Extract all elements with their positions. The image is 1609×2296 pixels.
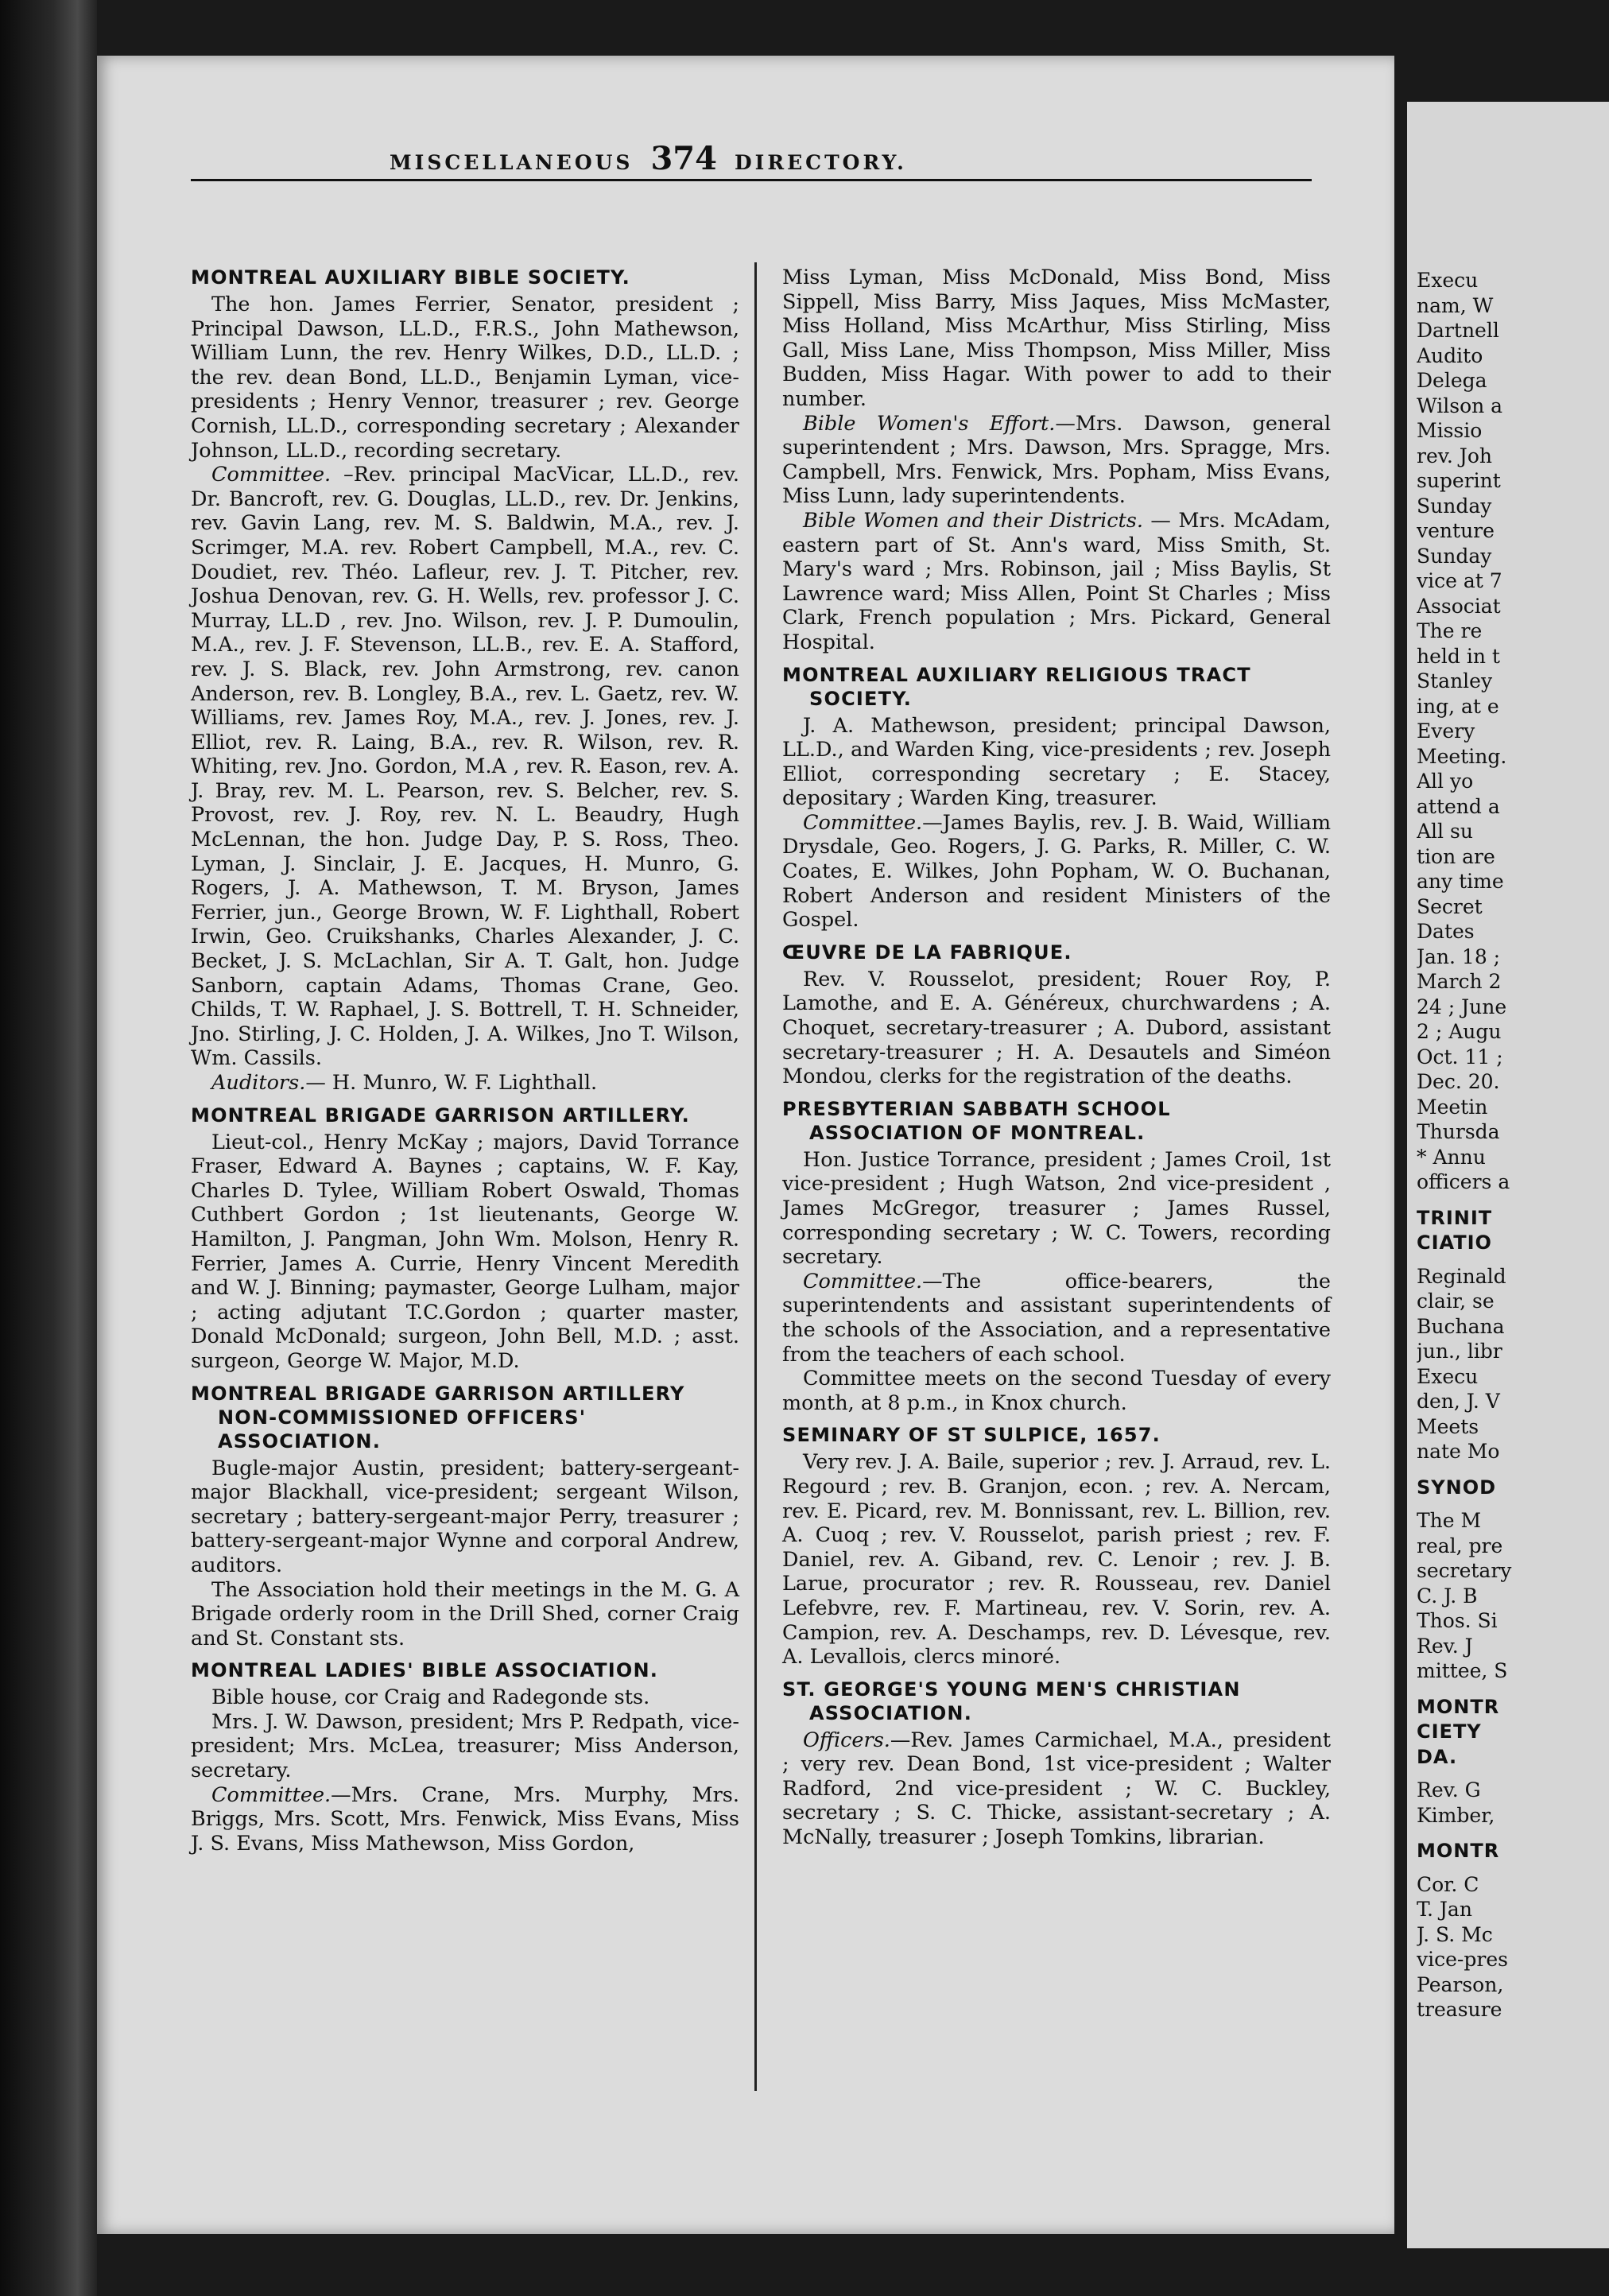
entry-paragraph <box>782 811 1331 933</box>
facing-text-fragment: J. S. Mc <box>1417 1922 1493 1946</box>
entry-text: Bugle-major Austin, president; battery-sergeant-major Blackhall, vice-president; sergeant Wilson, secretary ; battery-sergeant-major Perry, treasurer ; battery-sergeant-major Wynne and corporal Andrew, auditors. <box>191 1456 739 1577</box>
facing-text-fragment: The re <box>1417 619 1483 642</box>
entry-paragraph <box>191 1783 739 1856</box>
facing-text-fragment: Missio <box>1417 419 1483 442</box>
entry-label: Bible Women's Effort. <box>803 411 1056 436</box>
facing-text-fragment: Dates <box>1417 920 1475 943</box>
facing-text-fragment: Associat <box>1417 594 1501 618</box>
entry-text: J. A. Mathewson, president; principal Dawson, LL.D., and Warden King, vice-presidents ; rev. Joseph Elliot, corresponding secretary ; E. Stacey, depositary ; Warden King, treasurer. <box>782 713 1331 811</box>
facing-text-fragment: officers a <box>1417 1170 1510 1193</box>
facing-text-fragment: real, pre <box>1417 1534 1503 1557</box>
facing-heading-fragment: TRINIT <box>1417 1206 1493 1229</box>
facing-heading-fragment: SYNOD <box>1417 1476 1497 1499</box>
section-heading: MONTREAL BRIGADE GARRISON ARTILLERY. <box>191 1103 690 1127</box>
page-number: 374 <box>650 140 717 177</box>
entry-text: —James Baylis, rev. J. B. Waid, William Drysdale, Geo. Rogers, J. G. Parks, R. Miller, C. W. Coates, E. Wilkes, John Popham, W. O. Buchanan, Robert Anderson and resident Ministers of the Gospel. <box>782 810 1331 933</box>
entry-text: —Mrs. Dawson, general superintendent ; Mrs. Dawson, Mrs. Spragge, Mrs. Campbell, Mrs. Fenwick, Mrs. Popham, Miss Evans, Miss Lunn, lady superintendents. <box>782 411 1331 509</box>
facing-text-fragment: Reginald <box>1417 1264 1506 1288</box>
section-heading: PRESBYTERIAN SABBATH SCHOOL ASSOCIATION OF MONTREAL. <box>782 1097 1171 1144</box>
facing-text-fragment: Wilson a <box>1417 394 1503 417</box>
facing-text-fragment: Cor. C <box>1417 1872 1479 1896</box>
facing-text-fragment: 24 ; June <box>1417 995 1507 1018</box>
left-column <box>191 266 739 1856</box>
section-heading: MONTREAL BRIGADE GARRISON ARTILLERY NON-COMMISSIONED OFFICERS' ASSOCIATION. <box>191 1382 685 1452</box>
entry-paragraph <box>191 1071 739 1096</box>
facing-text-fragment: treasure <box>1417 1998 1502 2021</box>
entry-paragraph <box>191 1456 739 1578</box>
section-heading: ST. GEORGE'S YOUNG MEN'S CHRISTIAN ASSOCIATION. <box>782 1677 1241 1724</box>
facing-heading-fragment: MONTR <box>1417 1695 1500 1718</box>
entry-paragraph <box>782 714 1331 811</box>
entry-text: Bible house, cor Craig and Radegonde sts. <box>211 1685 650 1710</box>
facing-text-fragment: Thos. Si <box>1417 1609 1498 1632</box>
entry-text: –Rev. principal MacVicar, LL.D., rev. Dr. Bancroft, rev. G. Douglas, LL.D., rev. Dr. Jenkins, rev. Gavin Lang, rev. M. S. Baldwin, M.A., rev. J. Scrimger, M.A. rev. Robert Campbell, M.A., rev. C. Doudiet, rev. Théo. Lafleur, rev. J. T. Pitcher, rev. Joshua Denovan, rev. G. H. Wells, rev. professor J. C. Murray, LL.D , rev. Jno. Wilson, rev. J. P. Dumoulin, M.A., rev. J. F. Stevenson, LL.B., rev. E. A. Stafford, rev. J. S. Black, rev. John Armstrong, rev. canon Anderson, rev. B. Longley, B.A., rev. L. Gaetz, rev. W. Williams, rev. James Roy, M.A., rev. J. Jones, rev. J. Elliot, rev. R. Laing, B.A., rev. R. Wilson, rev. R. Whiting, rev. Jno. Gordon, M.A , rev. R. Eason, rev. A. J. Bray, rev. M. L. Pearson, rev. S. Belcher, rev. S. Provost, rev. J. Roy, rev. N. L. Beaudry, Hugh McLennan, the hon. Judge Day, P. S. Ross, Theo. Lyman, J. Sinclair, J. E. Jacques, H. Munro, G. Rogers, J. A. Mathewson, T. M. Bryson, James Ferrier, jun., George Brown, W. F. Lighthall, Robert Irwin, Geo. Cruikshanks, Charles Alexander, J. C. Becket, J. S. McLachlan, Sir A. T. Galt, hon. Judge Sanborn, captain Adams, Thomas Crane, Geo. Childs, T. W. Raphael, J. S. Bottrell, T. H. Schneider, Jno. Stirling, J. C. Holden, J. A. Wilkes, Jno T. Wilson, Wm. Cassils. <box>191 463 739 1071</box>
section-heading: SEMINARY OF ST SULPICE, 1657. <box>782 1424 1161 1447</box>
entry-text: —Rev. James Carmichael, M.A., president ; very rev. Dean Bond, 1st vice-president ; Walter Radford, 2nd vice-president ; W. C. Buckley, secretary ; S. C. Thicke, assistant-secretary ; A. McNally, treasurer ; Joseph Tomkins, librarian. <box>782 1728 1331 1850</box>
book-binding <box>0 0 97 2296</box>
facing-text-fragment: Jan. 18 ; <box>1417 944 1501 968</box>
entry-paragraph <box>782 1450 1331 1669</box>
facing-text-fragment: Thursda <box>1417 1120 1500 1143</box>
facing-text-fragment: Sunday <box>1417 494 1492 518</box>
entry-text: Rev. V. Rousselot, president; Rouer Roy, P. Lamothe, and E. A. Généreux, churchwardens ; A. Choquet, secretary-treasurer ; A. Dubord, assistant secretary-treasurer ; H. A. Desautels and Siméon Mondou, clerks for the registration of the deaths. <box>782 967 1331 1089</box>
entry-text: —The office-bearers, the superintendents and assistant superintendents of the schools of the Association, and a representative from the teachers of each school. <box>782 1269 1331 1367</box>
facing-text-fragment: March 2 <box>1417 970 1502 993</box>
entry-label: Committee. <box>803 1269 923 1293</box>
facing-text-fragment: clair, se <box>1417 1290 1495 1313</box>
facing-text-fragment: den, J. V <box>1417 1390 1500 1413</box>
facing-text-fragment: Kimber, <box>1417 1803 1495 1827</box>
entry-text: Hon. Justice Torrance, president ; James Croil, 1st vice-president ; Hugh Watson, 2nd vice-president , James McGregor, treasurer ; James Russel, corresponding secretary ; W. C. Towers, recording secretary. <box>782 1147 1331 1270</box>
facing-text-fragment: All su <box>1417 820 1473 843</box>
facing-text-fragment: Meetin <box>1417 1095 1488 1119</box>
entry-label: Officers. <box>803 1728 890 1752</box>
facing-text-fragment: T. Jan <box>1417 1898 1472 1921</box>
facing-text-fragment: Delega <box>1417 369 1487 392</box>
entry-label: Bible Women and their Districts. <box>803 508 1143 533</box>
facing-text-fragment: Every <box>1417 719 1475 743</box>
entry-paragraph <box>782 1270 1331 1367</box>
facing-heading-fragment: DA. <box>1417 1745 1458 1768</box>
facing-text-fragment: Buchana <box>1417 1314 1505 1338</box>
facing-text-fragment: secretary <box>1417 1559 1512 1582</box>
entry-paragraph <box>782 266 1331 412</box>
facing-text-fragment: Meeting. <box>1417 744 1507 768</box>
entry-text: —Mrs. Crane, Mrs. Murphy, Mrs. Briggs, Mrs. Scott, Mrs. Fenwick, Miss Evans, Miss J. S. Evans, Miss Mathewson, Miss Gordon, <box>191 1782 739 1856</box>
facing-text-fragment: venture <box>1417 519 1495 542</box>
section-heading: MONTREAL AUXILIARY RELIGIOUS TRACT SOCIETY. <box>782 663 1251 710</box>
entry-label: Committee. <box>211 1782 331 1807</box>
page-header <box>390 140 1312 177</box>
facing-text-fragment: Dartnell <box>1417 319 1499 342</box>
facing-text-fragment: Pearson, <box>1417 1972 1504 1996</box>
facing-text-fragment: nam, W <box>1417 293 1494 317</box>
section-heading: ŒUVRE DE LA FABRIQUE. <box>782 941 1072 964</box>
facing-text-fragment: attend a <box>1417 794 1500 818</box>
entry-text: Very rev. J. A. Baile, superior ; rev. J. Arraud, rev. L. Regourd ; rev. B. Granjon, econ. ; rev. A. Nercam, rev. E. Picard, rev. M. Bonnissant, rev. L. Billion, rev. A. Cuoq ; rev. V. Rousselot, parish priest ; rev. F. Daniel, rev. A. Giband, rev. C. Lenoir ; rev. J. B. Larue, procurator ; rev. R. Rousseau, rev. Daniel Lefebvre, rev. F. Martineau, rev. V. Sorin, rev. A. Campion, rev. A. Deschamps, rev. D. Lévesque, rev. A. Levallois, clercs minoré. <box>782 1450 1331 1670</box>
entry-paragraph <box>782 1367 1331 1415</box>
entry-text: Miss Lyman, Miss McDonald, Miss Bond, Miss Sippell, Miss Barry, Miss Jaques, Miss McMaster, Miss Holland, Miss McArthur, Miss Stirling, Miss Gall, Miss Lane, Miss Thompson, Miss Miller, Miss Budden, Miss Hagar. With power to add to their number. <box>782 266 1331 411</box>
entry-text: The Association hold their meetings in the M. G. A Brigade orderly room in the Drill Shed, corner Craig and St. Constant sts. <box>191 1577 739 1650</box>
column-divider <box>754 262 757 2091</box>
header-rule <box>191 179 1312 181</box>
facing-text-fragment: held in t <box>1417 644 1500 668</box>
entry-label: Committee. <box>803 810 923 835</box>
facing-text-fragment: * Annu <box>1417 1145 1486 1169</box>
facing-text-fragment: Meets <box>1417 1414 1479 1438</box>
entry-paragraph <box>782 1728 1331 1850</box>
entry-paragraph <box>191 1710 739 1783</box>
facing-text-fragment: Oct. 11 ; <box>1417 1045 1503 1068</box>
section-heading: MONTREAL AUXILIARY BIBLE SOCIETY. <box>191 266 630 289</box>
facing-text-fragment: nate Mo <box>1417 1440 1500 1463</box>
right-column <box>782 266 1331 1850</box>
facing-heading-fragment: MONTR <box>1417 1840 1500 1862</box>
facing-text-fragment: Stanley <box>1417 669 1493 692</box>
entry-label: Committee. <box>211 463 331 487</box>
entry-paragraph <box>782 509 1331 655</box>
entry-paragraph <box>191 293 739 463</box>
entry-paragraph <box>782 412 1331 509</box>
facing-text-fragment: ing, at e <box>1417 694 1499 718</box>
header-right: DIRECTORY. <box>734 151 907 174</box>
facing-text-fragment: mittee, S <box>1417 1659 1508 1682</box>
facing-text-fragment: C. J. B <box>1417 1584 1478 1608</box>
entry-paragraph <box>191 1131 739 1374</box>
facing-text-fragment: Audito <box>1417 343 1483 367</box>
entry-text: — Mrs. McAdam, eastern part of St. Ann's ward, Miss Smith, St. Mary's ward ; Mrs. Robinson, jail ; Miss Baylis, St Lawrence ward; Miss Allen, Point St Charles ; Miss Clark, French population ; Mrs. Pickard, General Hospital. <box>782 508 1331 654</box>
facing-text-fragment: 2 ; Augu <box>1417 1020 1502 1043</box>
facing-text-fragment: any time <box>1417 870 1504 893</box>
entry-paragraph <box>782 1148 1331 1270</box>
facing-text-fragment: jun., libr <box>1417 1340 1502 1363</box>
facing-text-fragment: Rev. J <box>1417 1634 1473 1658</box>
facing-text-fragment: vice at 7 <box>1417 569 1502 592</box>
entry-paragraph <box>191 1578 739 1651</box>
facing-heading-fragment: CIATIO <box>1417 1231 1492 1254</box>
entry-text: The hon. James Ferrier, Senator, president ; Principal Dawson, LL.D., F.R.S., John Mathewson, William Lunn, the rev. Henry Wilkes, D.D., LL.D. ; the rev. dean Bond, LL.D., Benjamin Lyman, vice-presidents ; Henry Vennor, treasurer ; rev. George Cornish, LL.D., corresponding secretary ; Alexander Johnson, LL.D., recording secretary. <box>191 293 739 463</box>
header-left: MISCELLANEOUS <box>390 151 634 174</box>
facing-text-fragment: Dec. 20. <box>1417 1070 1500 1093</box>
facing-text-fragment: rev. Joh <box>1417 444 1492 467</box>
facing-text-fragment: Sunday <box>1417 544 1492 568</box>
entry-label: Auditors. <box>211 1071 306 1095</box>
entry-text: Lieut-col., Henry McKay ; majors, David Torrance Fraser, Edward A. Baynes ; captains, W. F. Kay, Charles D. Tylee, William Robert Oswald, Thomas Cuthbert Gordon ; 1st lieutenants, George W. Hamilton, J. Pangman, John Wm. Molson, Henry R. Ferrier, James A. Currie, Henry Vincent Meredith and W. J. Binning; paymaster, George Lulham, major ; acting adjutant T.C.Gordon ; quarter master, Donald McDonald; surgeon, John Bell, M.D. ; asst. surgeon, George W. Major, M.D. <box>191 1130 739 1373</box>
entry-paragraph <box>782 968 1331 1089</box>
facing-heading-fragment: CIETY <box>1417 1720 1482 1743</box>
facing-text-fragment: The M <box>1417 1509 1482 1532</box>
section-heading: MONTREAL LADIES' BIBLE ASSOCIATION. <box>191 1659 659 1682</box>
entry-text: Mrs. J. W. Dawson, president; Mrs P. Redpath, vice-president; Mrs. McLea, treasurer; Miss Anderson, secretary. <box>191 1709 739 1783</box>
facing-text-fragment: Rev. G <box>1417 1778 1481 1802</box>
facing-text-fragment: Execu <box>1417 269 1479 292</box>
facing-text-fragment: Execu <box>1417 1364 1479 1388</box>
facing-text-fragment: All yo <box>1417 770 1474 793</box>
entry-paragraph <box>191 463 739 1071</box>
entry-paragraph <box>191 1685 739 1710</box>
facing-text-fragment: superint <box>1417 469 1501 492</box>
facing-text-fragment: tion are <box>1417 844 1495 868</box>
facing-text-fragment: vice-pres <box>1417 1948 1508 1971</box>
facing-text-fragment: Secret <box>1417 894 1483 918</box>
entry-text: Committee meets on the second Tuesday of every month, at 8 p.m., in Knox church. <box>782 1367 1331 1415</box>
entry-text: — H. Munro, W. F. Lighthall. <box>305 1071 598 1095</box>
